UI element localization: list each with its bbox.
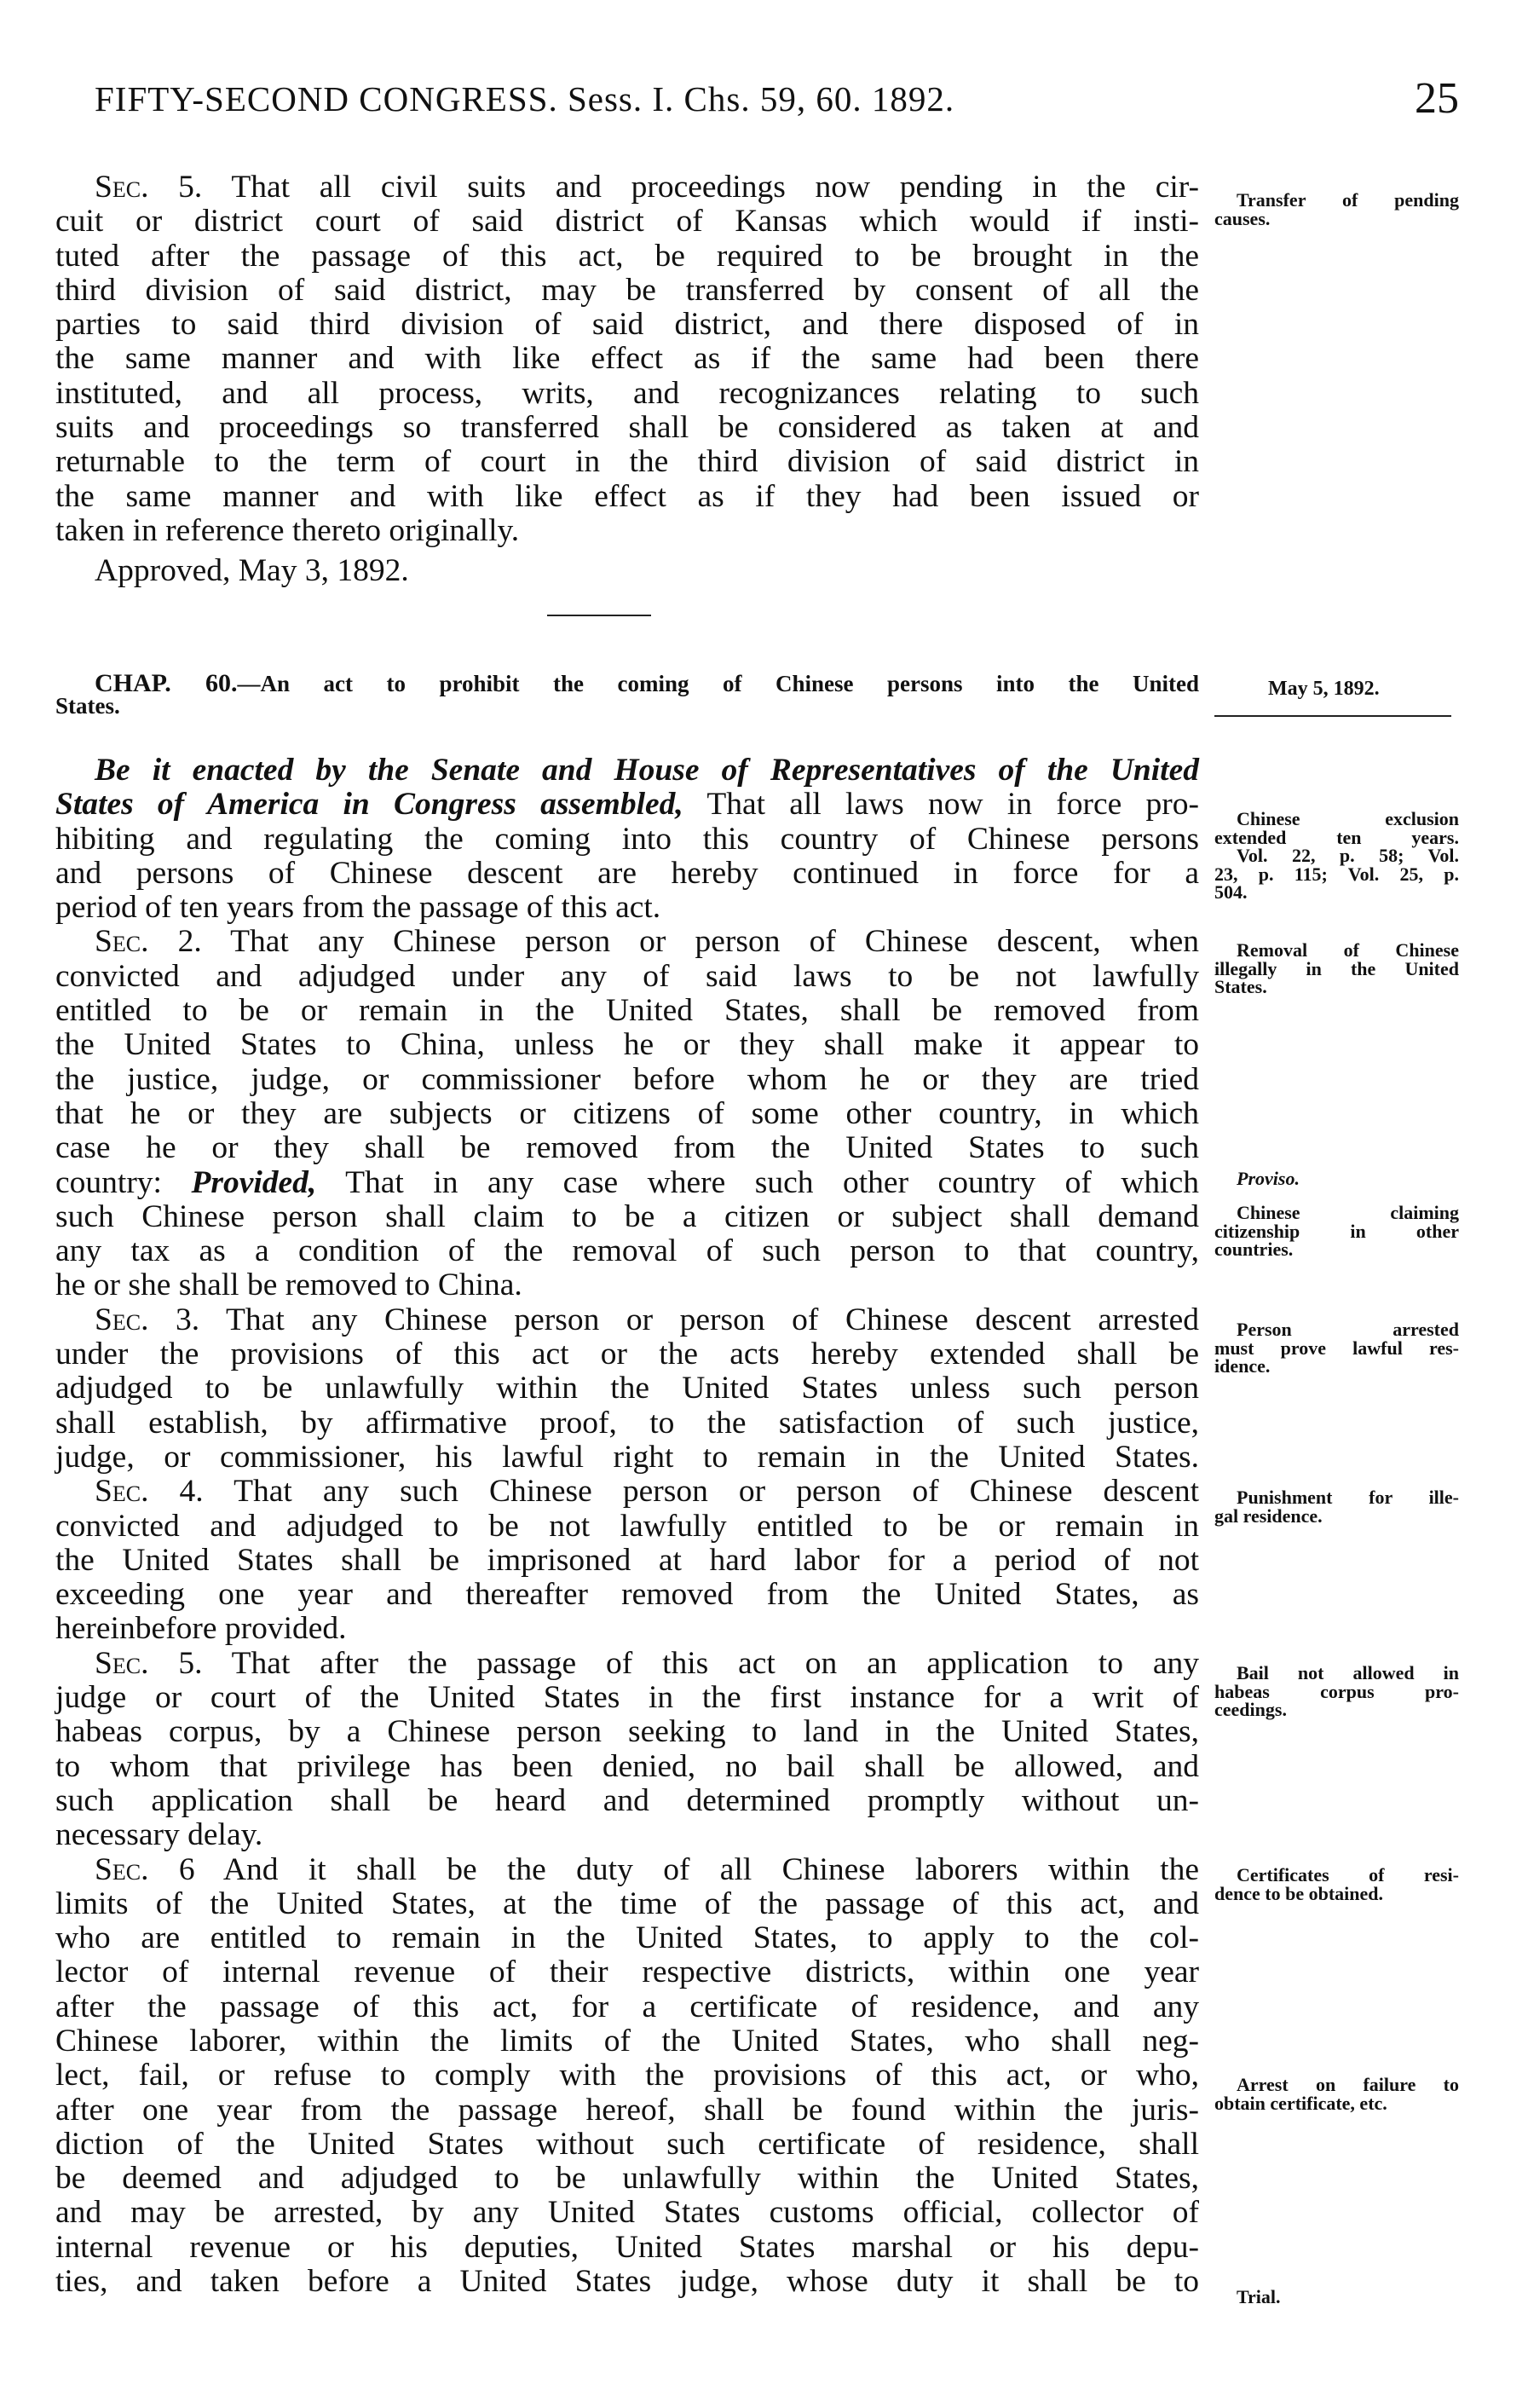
text-line bbox=[55, 411, 1199, 445]
margin-note-line: gal residence. bbox=[1214, 1504, 1323, 1527]
date-rule bbox=[1214, 715, 1451, 717]
line-text: necessary delay. bbox=[55, 1817, 263, 1853]
line-text: limits of the United States, at the time of the passage of this act, and bbox=[55, 1885, 1199, 1921]
text-line bbox=[55, 240, 1199, 274]
line-text: the United States to China, unless he or they shall make it appear to bbox=[55, 1027, 1199, 1063]
section-label: Sec. bbox=[95, 1645, 149, 1681]
text-line bbox=[55, 1166, 1199, 1200]
text-line bbox=[55, 1784, 1199, 1818]
section-label: Sec. bbox=[95, 1851, 149, 1887]
margin-note bbox=[1214, 1664, 1459, 1719]
margin-note bbox=[1214, 1488, 1459, 1525]
text-line bbox=[55, 1955, 1199, 1989]
line-text: diction of the United States without such certificate of residence, shall bbox=[55, 2126, 1199, 2162]
text-line bbox=[55, 2128, 1199, 2162]
margin-note-line: Vol. 22, p. 58; Vol. bbox=[1237, 845, 1459, 866]
margin-note-line: Transfer of pending bbox=[1237, 189, 1459, 211]
line-text: country: bbox=[55, 1164, 192, 1200]
text-line bbox=[55, 1097, 1199, 1131]
text-line bbox=[55, 1131, 1199, 1165]
line-text: the same manner and with like effect as if the same had been there bbox=[55, 341, 1199, 377]
margin-note-line: idence. bbox=[1214, 1355, 1271, 1377]
chapter-number: CHAP. 60. bbox=[95, 669, 238, 697]
text-line bbox=[55, 308, 1199, 342]
text-line bbox=[55, 1028, 1199, 1062]
chapter-date: May 5, 1892. bbox=[1268, 678, 1380, 700]
text-line bbox=[55, 1510, 1199, 1544]
line-text: third division of said district, may be transferred by consent of all the bbox=[55, 272, 1199, 308]
margin-note bbox=[1214, 1204, 1459, 1259]
line-text: habeas corpus, by a Chinese person seeking to land in the United States, bbox=[55, 1714, 1199, 1750]
line-text: tuted after the passage of this act, be required to be brought in the bbox=[55, 238, 1199, 274]
line-text: taken in reference thereto originally. bbox=[55, 512, 520, 548]
text-line bbox=[55, 1406, 1199, 1441]
line-text: That all laws now in force pro- bbox=[683, 787, 1199, 823]
section-5-prev-chapter bbox=[55, 170, 1199, 548]
text-line bbox=[55, 823, 1199, 857]
margin-note-line: 504. bbox=[1214, 881, 1248, 903]
line-text: such application shall be heard and determined promptly without un- bbox=[55, 1782, 1199, 1818]
text-line bbox=[55, 1990, 1199, 2024]
section-label: Sec. bbox=[95, 924, 149, 960]
text-line bbox=[55, 2231, 1199, 2265]
line-text: convicted and adjudged to be not lawfully entitled to be or remain in bbox=[55, 1508, 1199, 1544]
text-line bbox=[55, 1371, 1199, 1406]
text-line bbox=[55, 1544, 1199, 1578]
text-line bbox=[55, 1303, 1199, 1337]
line-text: lect, fail, or refuse to comply with the provisions of this act, or who, bbox=[55, 2058, 1199, 2093]
margin-note-line: causes. bbox=[1214, 207, 1271, 229]
chapter-title: —An act to prohibit the coming of Chinese persons into the United bbox=[237, 671, 1199, 696]
text-line bbox=[55, 1268, 1199, 1302]
section-label: Sec. bbox=[95, 170, 149, 205]
line-text: judge or court of the United States in the first instance for a writ of bbox=[55, 1680, 1199, 1716]
text-line bbox=[55, 788, 1199, 822]
text-line bbox=[55, 1853, 1199, 1887]
page-number: 25 bbox=[1415, 74, 1459, 123]
line-text: adjudged to be unlawfully within the United States unless such person bbox=[55, 1371, 1199, 1406]
line-text: under the provisions of this act or the acts hereby extended shall be bbox=[55, 1337, 1199, 1372]
margin-note bbox=[1214, 1866, 1459, 1903]
margin-note-line: dence to be obtained. bbox=[1214, 1882, 1383, 1904]
margin-note-line: Trial. bbox=[1237, 2286, 1281, 2307]
line-text: he or she shall be removed to China. bbox=[55, 1268, 522, 1303]
line-text: instituted, and all process, writs, and recognizances relating to such bbox=[55, 375, 1199, 411]
text-line bbox=[55, 1750, 1199, 1784]
text-line bbox=[55, 1063, 1199, 1097]
margin-note bbox=[1214, 2076, 1459, 2112]
margin-note-line: Chinese exclusion bbox=[1237, 808, 1459, 829]
text-line bbox=[55, 891, 1199, 925]
running-head: FIFTY-SECOND CONGRESS. Sess. I. Chs. 59, 60. 1892. bbox=[95, 79, 955, 118]
text-line bbox=[55, 1921, 1199, 1955]
line-text: convicted and adjudged under any of said laws to be not lawfully bbox=[55, 958, 1199, 994]
text-line bbox=[55, 2093, 1199, 2128]
italic-text: Provided, bbox=[191, 1164, 317, 1200]
line-text: Chinese laborer, within the limits of the United States, who shall neg- bbox=[55, 2023, 1199, 2059]
line-text: 6 And it shall be the duty of all Chinese laborers within the bbox=[148, 1851, 1199, 1887]
line-text: returnable to the term of court in the third division of said district in bbox=[55, 444, 1199, 480]
margin-note-line: obtain certificate, etc. bbox=[1214, 2092, 1387, 2114]
line-text: That in any case where such other country of which bbox=[316, 1164, 1199, 1200]
margin-note-line: Removal of Chinese bbox=[1237, 939, 1459, 961]
section-label: Sec. bbox=[95, 1474, 149, 1510]
line-text: to whom that privilege has been denied, no bail shall be allowed, and bbox=[55, 1748, 1199, 1784]
italic-text: Be it enacted by the Senate and House of Representatives of the United bbox=[95, 753, 1199, 788]
margin-note-line: Bail not allowed in bbox=[1237, 1662, 1459, 1683]
line-text: suits and proceedings so transferred shall be considered as taken at and bbox=[55, 410, 1199, 446]
text-line bbox=[55, 925, 1199, 959]
chapter-60-body bbox=[55, 754, 1199, 2299]
margin-note bbox=[1214, 941, 1459, 996]
margin-note bbox=[1214, 2288, 1459, 2307]
text-line bbox=[55, 960, 1199, 994]
text-line bbox=[55, 342, 1199, 376]
line-text: and may be arrested, by any United States customs official, collector of bbox=[55, 2195, 1199, 2231]
margin-note-line: citizenship in other bbox=[1214, 1220, 1459, 1242]
line-text: exceeding one year and thereafter removed from the United States, as bbox=[55, 1577, 1199, 1613]
text-line bbox=[55, 514, 1199, 548]
line-text: the same manner and with like effect as if they had been issued or bbox=[55, 478, 1199, 514]
text-line bbox=[55, 274, 1199, 308]
text-line bbox=[55, 2162, 1199, 2196]
margin-note-line: countries. bbox=[1214, 1239, 1294, 1260]
text-line bbox=[55, 170, 1199, 205]
margin-note-line: illegally in the United bbox=[1214, 957, 1459, 979]
text-line bbox=[55, 480, 1199, 514]
margin-note bbox=[1214, 191, 1459, 228]
margin-note-line: ceedings. bbox=[1214, 1699, 1287, 1720]
text-line bbox=[55, 1441, 1199, 1475]
margin-note-line: Punishment for ille- bbox=[1237, 1487, 1459, 1508]
text-line bbox=[55, 2196, 1199, 2230]
text-line bbox=[55, 1578, 1199, 1612]
text-line bbox=[55, 377, 1199, 411]
line-text: any tax as a condition of the removal of such person to that country, bbox=[55, 1233, 1199, 1269]
line-text: entitled to be or remain in the United States, shall be removed from bbox=[55, 993, 1199, 1029]
text-line bbox=[55, 445, 1199, 479]
line-text: period of ten years from the passage of this act. bbox=[55, 890, 661, 926]
margin-note-line: Certificates of resi- bbox=[1237, 1864, 1459, 1885]
line-text: lector of internal revenue of their respective districts, within one year bbox=[55, 1955, 1199, 1990]
text-line bbox=[55, 1887, 1199, 1921]
italic-text: States of America in Congress assembled, bbox=[55, 787, 683, 823]
text-line bbox=[55, 1234, 1199, 1268]
text-line bbox=[55, 994, 1199, 1028]
chapter-heading bbox=[55, 669, 1199, 719]
line-text: after the passage of this act, for a certificate of residence, and any bbox=[55, 1989, 1199, 2024]
text-line bbox=[55, 1681, 1199, 1715]
margin-note bbox=[1214, 810, 1459, 902]
margin-note bbox=[1214, 1169, 1459, 1188]
margin-note-line: 23, p. 115; Vol. 25, p. bbox=[1214, 863, 1459, 885]
margin-note-line: Person arrested bbox=[1237, 1319, 1459, 1340]
line-text: case he or they shall be removed from the United States to such bbox=[55, 1130, 1199, 1166]
divider-rule bbox=[547, 615, 651, 616]
margin-note-line: States. bbox=[1214, 976, 1267, 997]
line-text: such Chinese person shall claim to be a citizen or subject shall demand bbox=[55, 1198, 1199, 1234]
line-text: ties, and taken before a United States judge, whose duty it shall be to bbox=[55, 2264, 1199, 2300]
line-text: judge, or commissioner, his lawful right to remain in the United States. bbox=[55, 1439, 1199, 1475]
line-text: be deemed and adjudged to be unlawfully within the United States, bbox=[55, 2161, 1199, 2197]
line-text: 3. That any Chinese person or person of Chinese descent arrested bbox=[148, 1302, 1199, 1337]
text-line bbox=[55, 1818, 1199, 1852]
text-line bbox=[55, 1647, 1199, 1681]
text-line bbox=[55, 1612, 1199, 1646]
line-text: that he or they are subjects or citizens of some other country, in which bbox=[55, 1095, 1199, 1131]
line-text: internal revenue or his deputies, United States marshal or his depu- bbox=[55, 2229, 1199, 2265]
line-text: 5. That after the passage of this act on an application to any bbox=[148, 1645, 1199, 1681]
text-line bbox=[55, 1715, 1199, 1749]
text-line bbox=[55, 2265, 1199, 2299]
margin-note-line: Chinese claiming bbox=[1237, 1202, 1459, 1223]
section-label: Sec. bbox=[95, 1302, 149, 1337]
approval-date: Approved, May 3, 1892. bbox=[95, 553, 409, 588]
margin-note-line: habeas corpus pro- bbox=[1214, 1680, 1459, 1702]
line-text: shall establish, by affirmative proof, to the satisfaction of such justice, bbox=[55, 1405, 1199, 1441]
line-text: the United States shall be imprisoned at hard labor for a period of not bbox=[55, 1542, 1199, 1578]
line-text: hibiting and regulating the coming into this country of Chinese persons bbox=[55, 821, 1199, 857]
line-text: and persons of Chinese descent are hereby continued in force for a bbox=[55, 855, 1199, 891]
line-text: parties to said third division of said district, and there disposed of in bbox=[55, 307, 1199, 343]
text-line bbox=[55, 2024, 1199, 2059]
margin-note-line: Arrest on failure to bbox=[1237, 2074, 1459, 2095]
line-text: 4. That any such Chinese person or person of Chinese descent bbox=[148, 1474, 1199, 1510]
margin-note-line: Proviso. bbox=[1237, 1168, 1300, 1189]
text-line bbox=[55, 205, 1199, 239]
text-line bbox=[55, 857, 1199, 891]
line-text: after one year from the passage hereof, shall be found within the juris- bbox=[55, 2092, 1199, 2128]
text-line bbox=[55, 754, 1199, 788]
margin-note-line: extended ten years. bbox=[1214, 826, 1459, 848]
text-line bbox=[55, 1337, 1199, 1371]
line-text: who are entitled to remain in the United States, to apply to the col- bbox=[55, 1920, 1199, 1956]
line-text: 2. That any Chinese person or person of Chinese descent, when bbox=[148, 924, 1199, 960]
line-text: 5. That all civil suits and proceedings now pending in the cir- bbox=[148, 170, 1199, 205]
line-text: cuit or district court of said district of Kansas which would if insti- bbox=[55, 204, 1199, 240]
line-text: hereinbefore provided. bbox=[55, 1611, 347, 1647]
text-line bbox=[55, 1475, 1199, 1509]
line-text: the justice, judge, or commissioner before whom he or they are tried bbox=[55, 1061, 1199, 1097]
text-line bbox=[55, 2059, 1199, 2093]
margin-note bbox=[1214, 1320, 1459, 1376]
text-line bbox=[55, 1200, 1199, 1234]
chapter-title-cont: States. bbox=[55, 693, 120, 719]
margin-note-line: must prove lawful res- bbox=[1214, 1337, 1459, 1359]
